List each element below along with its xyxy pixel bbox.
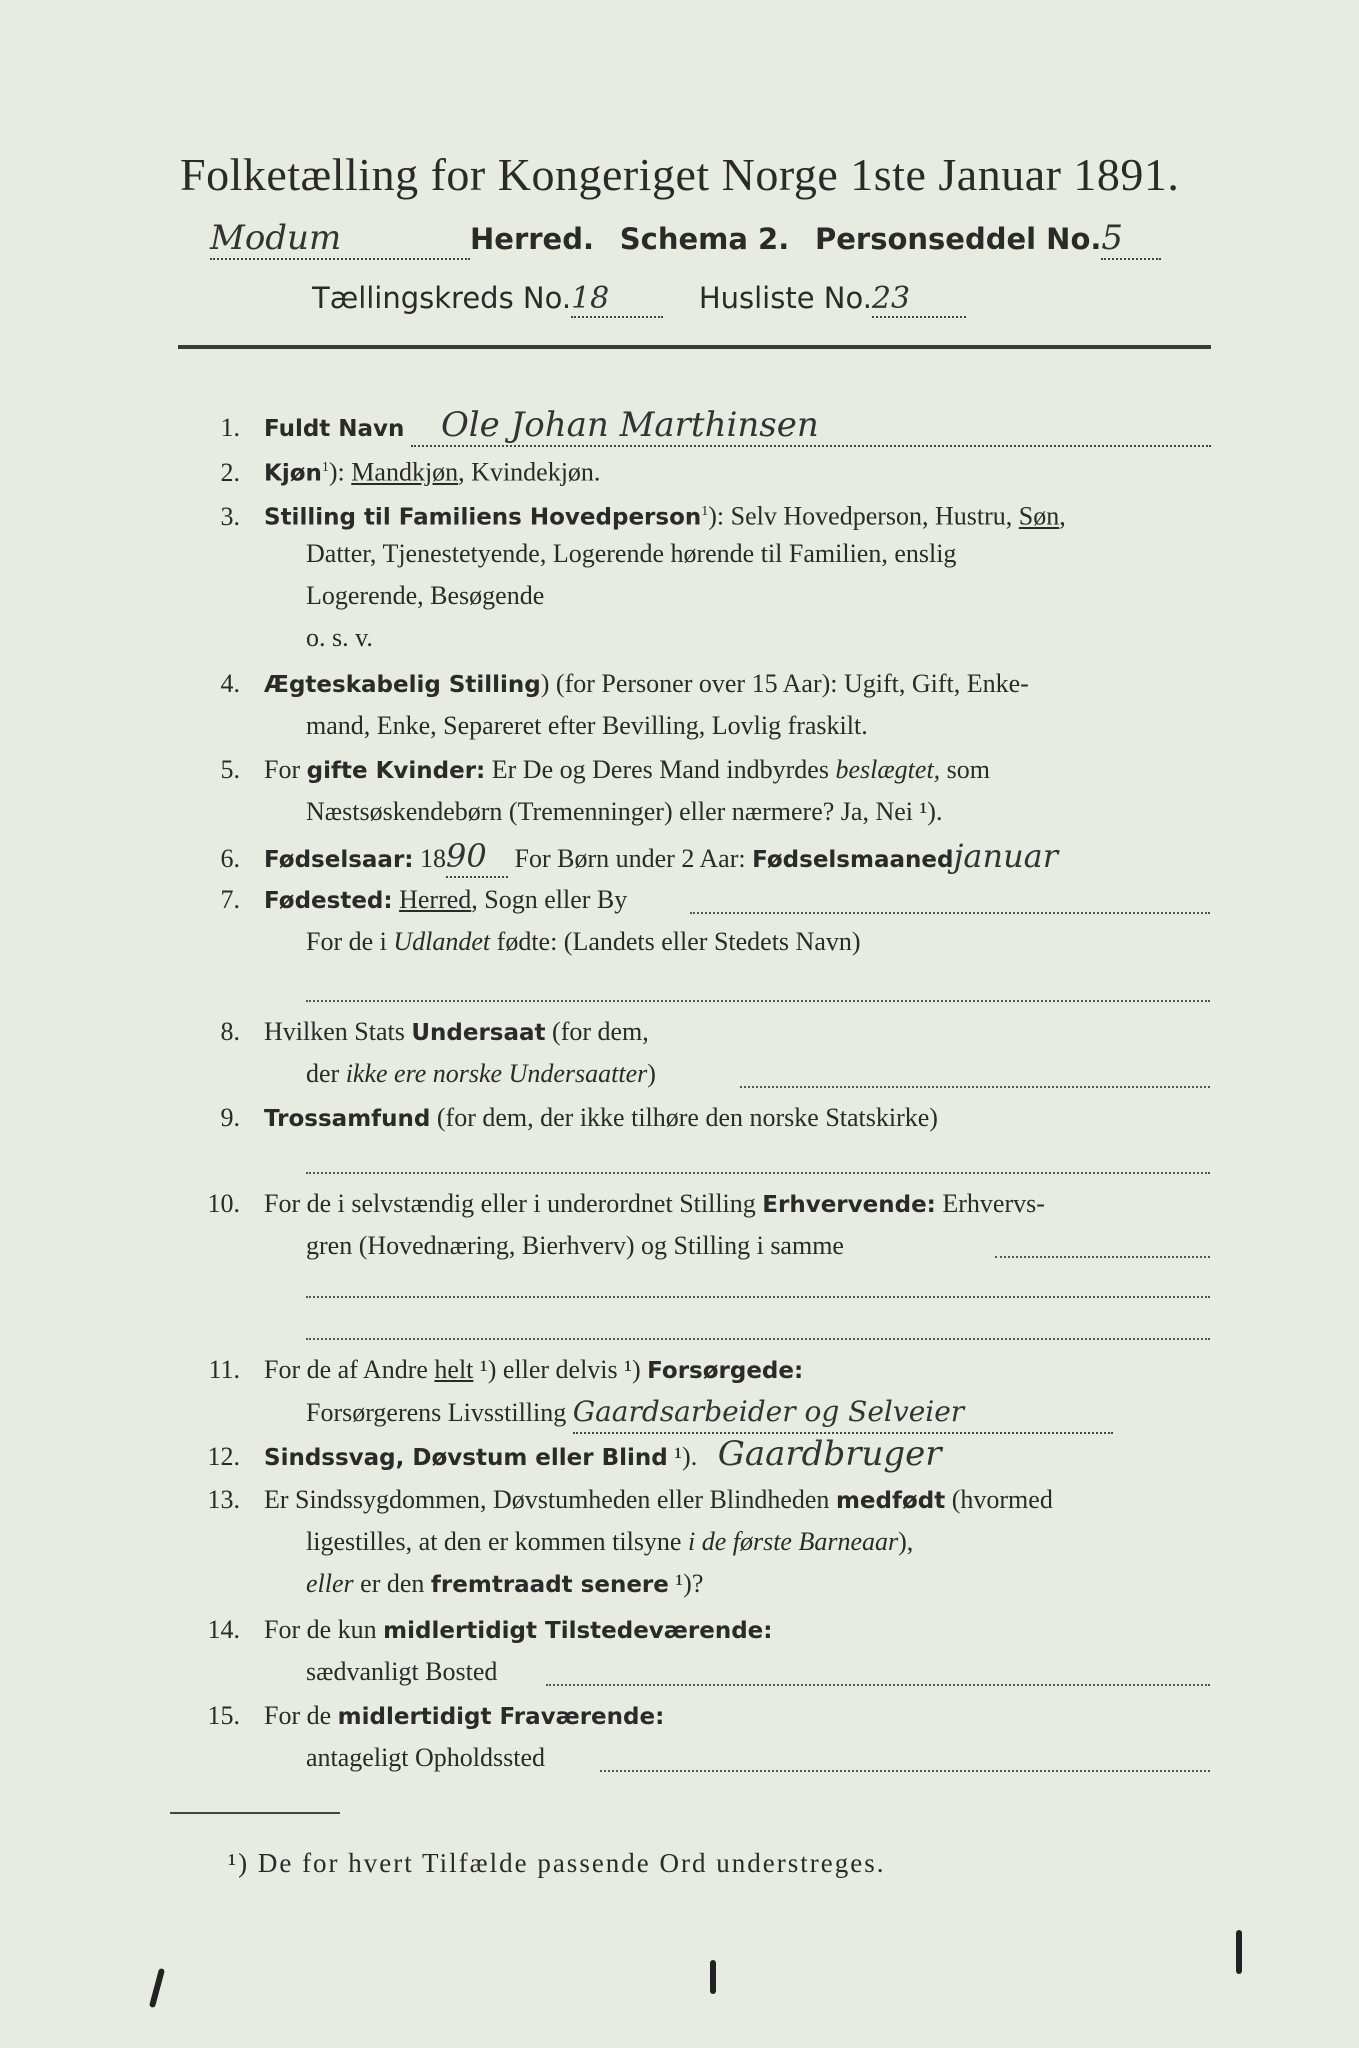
- text: For de af Andre: [264, 1355, 435, 1384]
- item-3-line-2: Datter, Tjenestetyende, Logerende hørende til Familien, enslig: [306, 539, 957, 568]
- birthplace-fill-line: [690, 912, 1210, 914]
- item-number: 1.: [220, 413, 240, 442]
- item-15-line-2: antageligt Opholdssted: [306, 1743, 546, 1772]
- disability-value: Gaardbruger: [717, 1434, 942, 1474]
- husliste-label: Husliste No.: [698, 281, 872, 315]
- text: (hvormed: [945, 1485, 1053, 1514]
- text: Er Sindssygdommen, Døvstumheden eller Blindheden: [264, 1485, 836, 1514]
- usual-residence-fill-line: [546, 1684, 1210, 1686]
- item-3: 3. Stilling til Familiens Hovedperson$^1$): Selv Hovedperson, Hustru, Søn,: [170, 492, 1215, 538]
- header-rule: [178, 345, 1211, 349]
- whereabouts-fill-line: [600, 1770, 1210, 1772]
- text: For Børn under 2 Aar:: [508, 844, 753, 873]
- item-14: [170, 1610, 1215, 1651]
- herred-value: Modum: [210, 218, 470, 260]
- ink-mark: [1236, 1930, 1242, 1974]
- birth-month-value: januar: [953, 837, 1059, 875]
- item-5: [170, 750, 1215, 791]
- item-number: 4.: [220, 669, 240, 698]
- taellingskreds-label: Tællingskreds No.: [312, 281, 572, 315]
- item-number: 6.: [220, 844, 240, 873]
- field-label: midlertidigt Tilstedeværende:: [383, 1618, 773, 1644]
- item-3-line-3: Logerende, Besøgende: [306, 581, 545, 610]
- item-number: 15.: [207, 1701, 240, 1730]
- taellingskreds-value: 18: [571, 281, 663, 318]
- field-label: Forsørgede:: [647, 1358, 804, 1384]
- full-name-value: Ole Johan Marthinsen: [411, 405, 1211, 447]
- item-7: [170, 880, 1215, 921]
- item-14-line-2: sædvanligt Bosted: [306, 1657, 498, 1686]
- field-label: Ægteskabelig Stilling: [264, 672, 541, 698]
- text: ) (for Personer over 15 Aar): Ugift, Gift, Enke-: [540, 669, 1029, 698]
- item-10-line-2: gren (Hovednæring, Bierhverv) og Stilling i samme: [306, 1231, 844, 1260]
- field-label: Fuldt Navn: [264, 416, 405, 442]
- item-number: 9.: [220, 1103, 240, 1132]
- item-8-line-2: der ikke ere norske Undersaatter): [306, 1059, 656, 1088]
- text: Er De og Deres Mand indbyrdes: [485, 755, 836, 784]
- field-label: Stilling til Familiens Hovedperson: [264, 504, 702, 531]
- citizenship-fill-line: [740, 1086, 1210, 1088]
- item-number: 8.: [220, 1017, 240, 1046]
- occupation-fill-line-2: [306, 1296, 1210, 1298]
- item-number: 5.: [220, 755, 240, 784]
- text: ,: [1059, 501, 1066, 531]
- footnote: ¹) De for hvert Tilfælde passende Ord understreges.: [228, 1848, 886, 1878]
- selected-option: Mandkjøn: [351, 457, 459, 487]
- field-label: Fødselsaar:: [264, 847, 414, 873]
- text: som: [940, 755, 991, 784]
- ink-mark: [710, 1960, 716, 1994]
- item-4: [170, 664, 1215, 705]
- field-label: Fødested:: [264, 888, 393, 914]
- item-12: [170, 1434, 1215, 1478]
- item-2: [170, 448, 1215, 494]
- schema-label: Schema 2.: [619, 222, 790, 256]
- field-label: Trossamfund: [264, 1106, 431, 1132]
- form-title: Folketælling for Kongeriget Norge 1ste Januar 1891.: [180, 149, 1180, 200]
- religion-fill-line: [306, 1172, 1210, 1174]
- item-number: 7.: [220, 885, 240, 914]
- field-label: midlertidigt Fraværende:: [337, 1704, 665, 1730]
- herred-label: Herred.: [470, 222, 594, 256]
- field-label: Sindssvag, Døvstum eller Blind: [264, 1445, 668, 1471]
- item-5-line-2: Næstsøskendebørn (Tremenninger) eller nærmere? Ja, Nei ¹).: [306, 797, 943, 826]
- selected-option: helt: [434, 1355, 474, 1384]
- item-15: [170, 1696, 1215, 1737]
- text: For de i selvstændig eller i underordnet Stilling: [264, 1189, 763, 1218]
- ink-mark: [149, 1968, 165, 2008]
- occupation-fill-line-3: [306, 1338, 1210, 1340]
- personseddel-label: Personseddel No.: [814, 222, 1102, 256]
- item-7-line-2: For de i Udlandet fødte: (Landets eller Stedets Navn): [306, 927, 861, 956]
- text: (for dem, der ikke tilhøre den norske Statskirke): [430, 1103, 938, 1132]
- text: For: [264, 755, 307, 784]
- item-number: 13.: [207, 1485, 240, 1514]
- foreign-birthplace-fill-line: [306, 1000, 1210, 1002]
- text: ): Selv Hovedperson, Hustru,: [708, 501, 1019, 531]
- text: , Sogn eller By: [471, 885, 628, 914]
- text: Erhvervs-: [935, 1189, 1045, 1218]
- birth-year-value: 90: [446, 836, 508, 878]
- header-line-herred: [210, 218, 1161, 260]
- field-label: Kjøn: [264, 460, 322, 487]
- text: For de: [264, 1701, 338, 1730]
- item-11: [170, 1350, 1215, 1391]
- personseddel-value: 5: [1101, 218, 1161, 260]
- item-13-line-2: ligestilles, at den er kommen tilsyne i de første Barneaar),: [306, 1527, 914, 1556]
- item-3-line-4: o. s. v.: [306, 623, 373, 652]
- field-label: Undersaat: [411, 1020, 546, 1046]
- item-8: [170, 1012, 1215, 1053]
- text: beslægtet,: [835, 755, 941, 784]
- header-line-kreds: [312, 280, 966, 318]
- selected-option: Søn: [1018, 501, 1060, 531]
- item-number: 2.: [220, 457, 240, 487]
- text: ):: [328, 457, 352, 487]
- occupation-fill-line-1: [995, 1256, 1210, 1258]
- item-11-line-2: Forsørgerens Livsstilling Gaardsarbeider og Selveier: [306, 1392, 1113, 1434]
- item-number: 14.: [207, 1615, 240, 1644]
- item-9: [170, 1098, 1215, 1139]
- text: For de kun: [264, 1615, 384, 1644]
- text: 18: [413, 844, 446, 873]
- provider-occupation-value: Gaardsarbeider og Selveier: [573, 1392, 1113, 1434]
- item-number: 10.: [207, 1189, 240, 1218]
- footnote-rule: [170, 1812, 340, 1814]
- item-number: 11.: [208, 1355, 240, 1384]
- selected-option: Herred: [399, 885, 472, 914]
- item-4-line-2: mand, Enke, Separeret efter Bevilling, Lovlig fraskilt.: [306, 711, 868, 740]
- item-number: 12.: [207, 1442, 240, 1471]
- text: (for dem,: [545, 1017, 649, 1046]
- field-label: Erhvervende:: [762, 1192, 936, 1218]
- text: Hvilken Stats: [264, 1017, 412, 1046]
- field-label: Fødselsmaaned: [752, 847, 954, 873]
- footnote-ref: 1: [321, 460, 329, 475]
- item-6: [170, 836, 1215, 880]
- item-number: 3.: [220, 501, 240, 531]
- item-13: [170, 1480, 1215, 1521]
- item-10: [170, 1184, 1215, 1225]
- husliste-value: 23: [872, 281, 966, 318]
- item-1: [170, 405, 1215, 449]
- text: , Kvindekjøn.: [458, 457, 601, 487]
- item-13-line-3: eller er den fremtraadt senere ¹)?: [306, 1569, 704, 1598]
- field-label: medfødt: [835, 1488, 946, 1514]
- field-label: gifte Kvinder:: [306, 758, 486, 784]
- text: ¹) eller delvis ¹): [473, 1355, 648, 1384]
- text: ¹).: [667, 1442, 698, 1471]
